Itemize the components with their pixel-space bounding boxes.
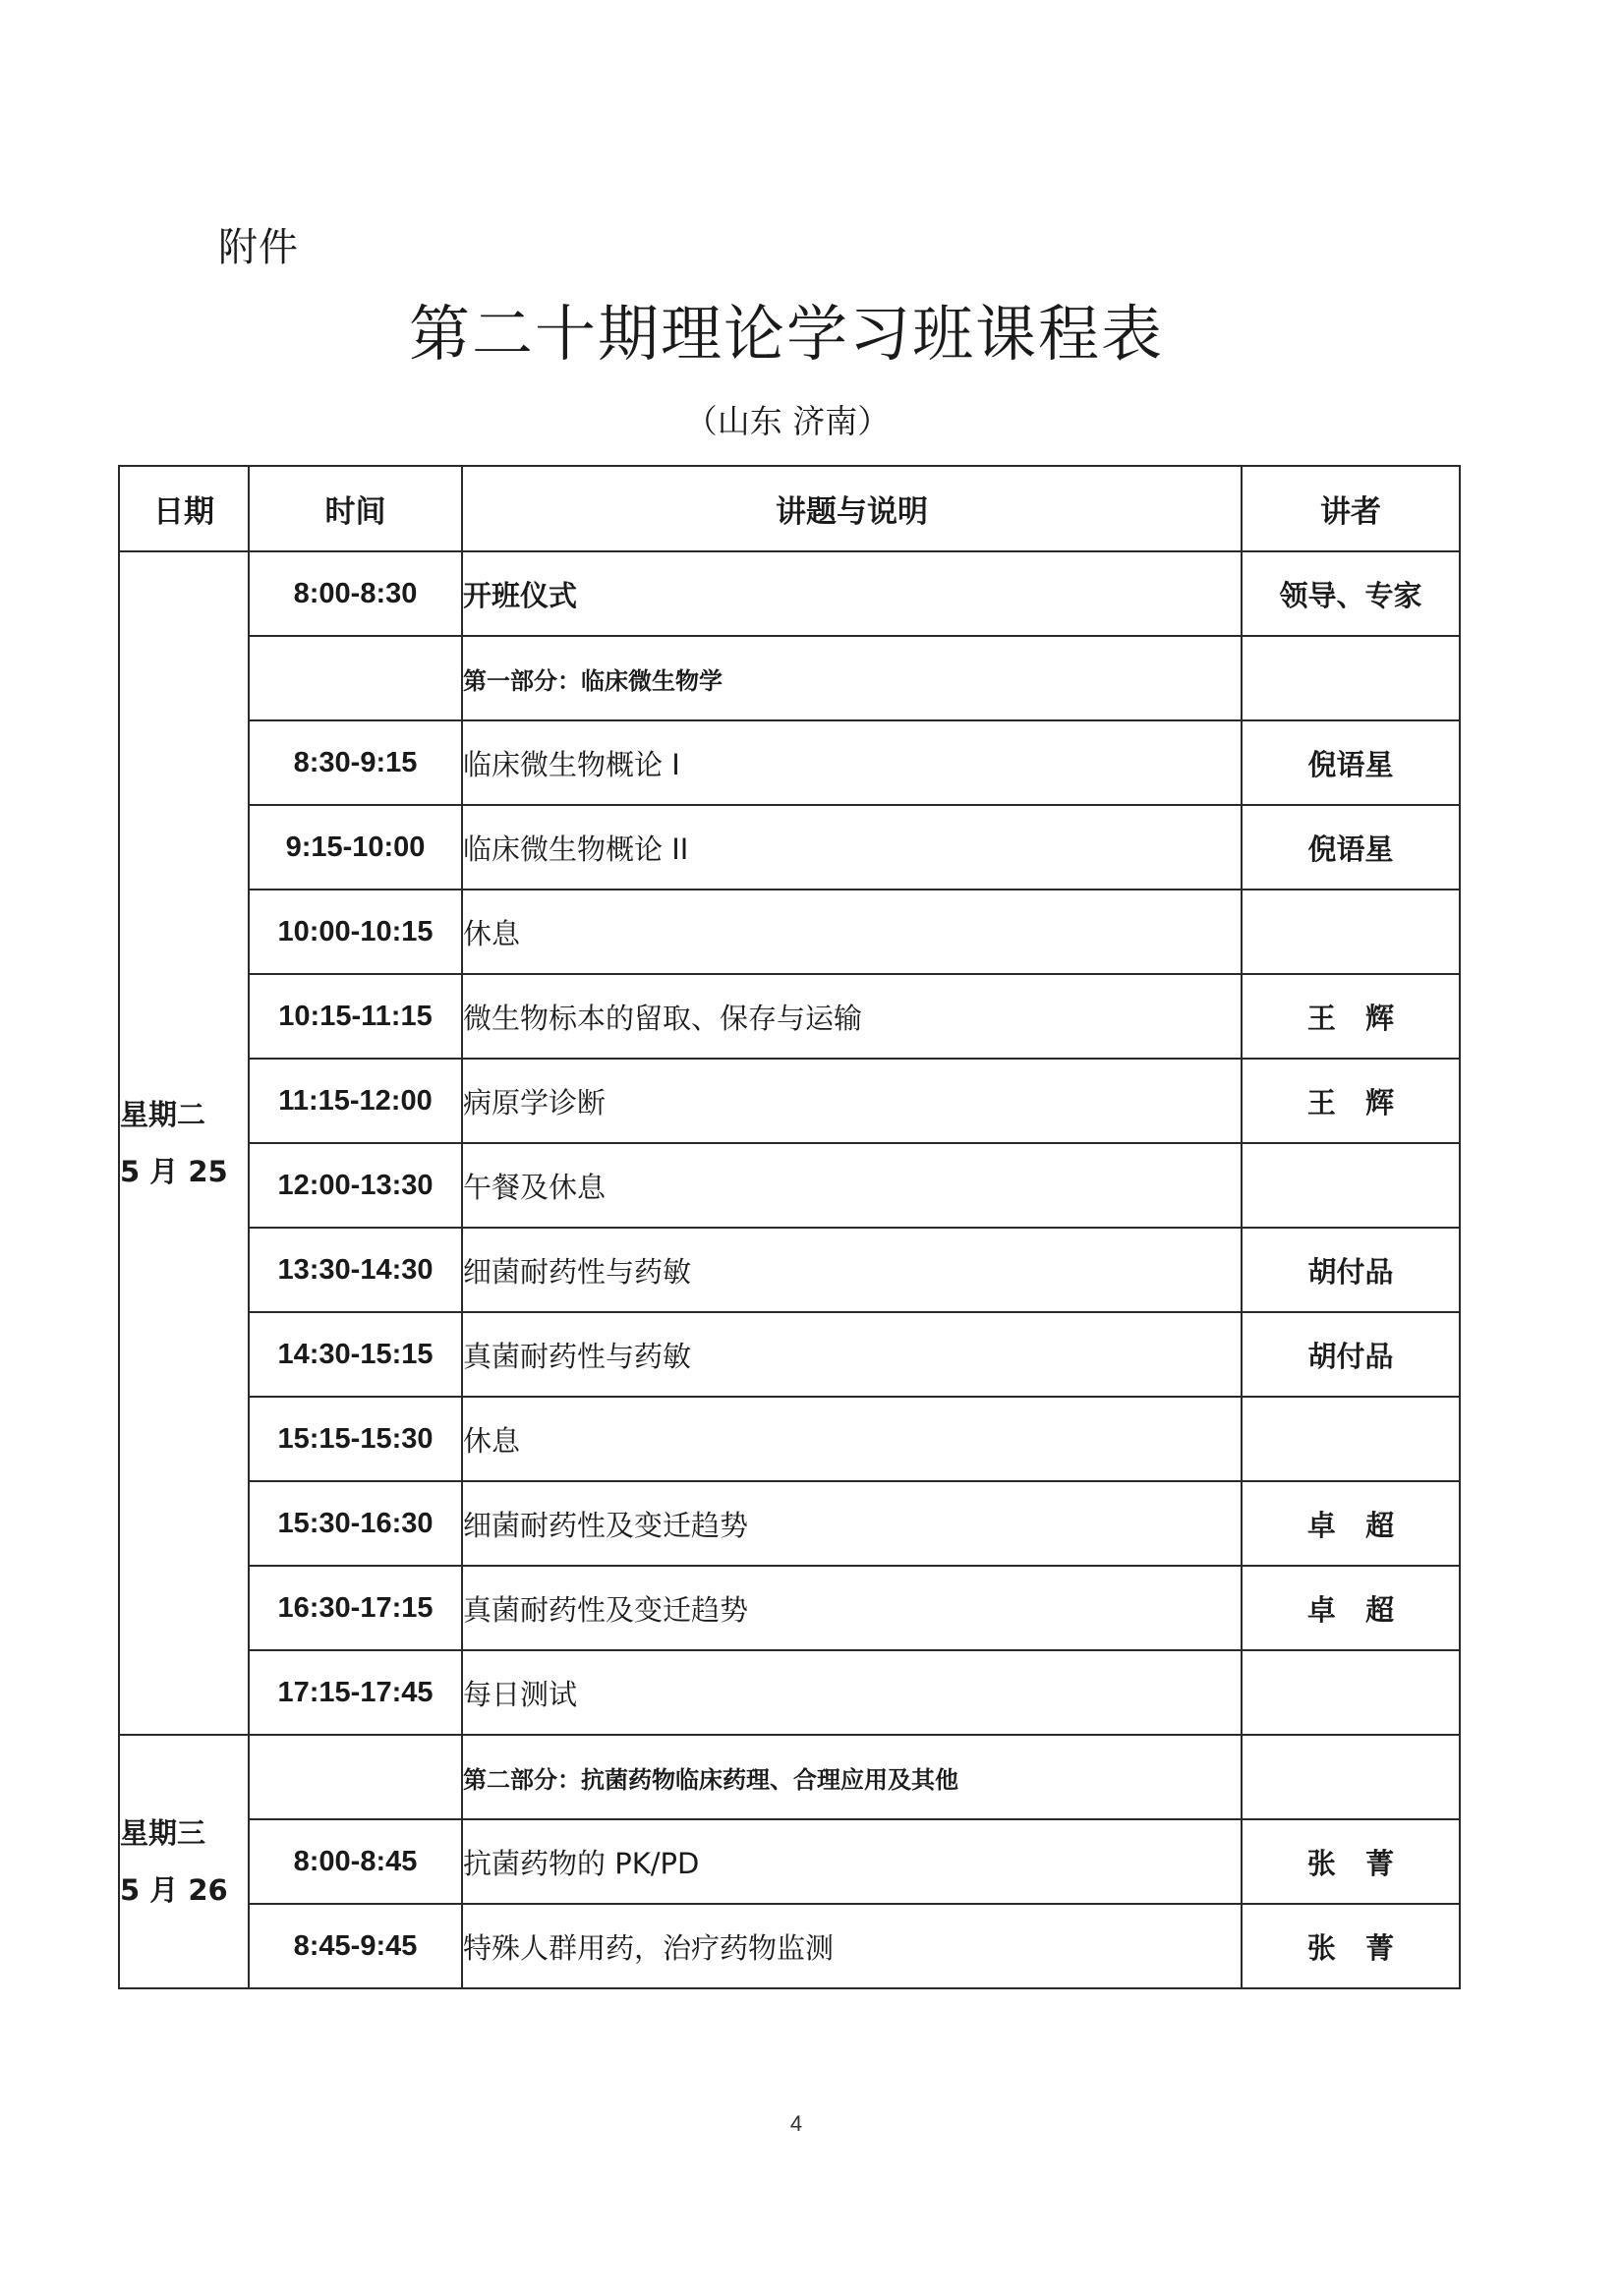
speaker-cell	[1242, 636, 1460, 720]
speaker-cell: 王 辉	[1242, 974, 1460, 1059]
table-row	[119, 1228, 1460, 1312]
topic-cell: 病原学诊断	[462, 1059, 1242, 1143]
speaker-cell	[1242, 890, 1460, 974]
table-row	[119, 974, 1460, 1059]
table-row	[119, 805, 1460, 890]
date-label: 5 月 25	[120, 1155, 228, 1188]
time-cell: 10:00-10:15	[249, 890, 462, 974]
table-row	[119, 890, 1460, 974]
time-cell: 8:30-9:15	[249, 720, 462, 805]
attachment-label: 附件	[218, 225, 299, 270]
table-row	[119, 1650, 1460, 1735]
speaker-cell: 卓 超	[1242, 1481, 1460, 1566]
table-row	[119, 1481, 1460, 1566]
time-cell: 12:00-13:30	[249, 1143, 462, 1228]
weekday-label: 星期三	[120, 1816, 206, 1850]
page-number: 4	[789, 2111, 803, 2136]
date-cell	[119, 1735, 249, 1988]
topic-cell: 微生物标本的留取、保存与运输	[462, 974, 1242, 1059]
schedule-body	[119, 551, 1460, 1988]
time-cell: 15:15-15:30	[249, 1397, 462, 1481]
time-cell	[249, 636, 462, 720]
column-header-time: 时间	[249, 466, 462, 551]
table-row	[119, 1059, 1460, 1143]
column-header-date: 日期	[119, 466, 249, 551]
topic-cell: 临床微生物概论 II	[462, 805, 1242, 890]
speaker-cell: 胡付品	[1242, 1228, 1460, 1312]
section-heading-cell: 第二部分：抗菌药物临床药理、合理应用及其他	[462, 1735, 1242, 1819]
time-cell: 8:00-8:45	[249, 1819, 462, 1904]
time-cell: 11:15-12:00	[249, 1059, 462, 1143]
speaker-cell: 张 菁	[1242, 1819, 1460, 1904]
date-cell	[119, 551, 249, 1735]
speaker-cell: 张 菁	[1242, 1904, 1460, 1988]
speaker-cell: 倪语星	[1242, 805, 1460, 890]
topic-cell: 真菌耐药性及变迁趋势	[462, 1566, 1242, 1650]
speaker-cell	[1242, 1397, 1460, 1481]
time-cell: 16:30-17:15	[249, 1566, 462, 1650]
time-cell: 15:30-16:30	[249, 1481, 462, 1566]
date-label: 5 月 26	[120, 1873, 228, 1907]
topic-cell: 特殊人群用药，治疗药物监测	[462, 1904, 1242, 1988]
table-row	[119, 1904, 1460, 1988]
column-header-topic: 讲题与说明	[462, 466, 1242, 551]
table-row	[119, 1312, 1460, 1397]
column-header-speaker: 讲者	[1242, 466, 1460, 551]
time-cell	[249, 1735, 462, 1819]
time-cell: 17:15-17:45	[249, 1650, 462, 1735]
table-row	[119, 1143, 1460, 1228]
speaker-cell: 胡付品	[1242, 1312, 1460, 1397]
table-row	[119, 1397, 1460, 1481]
time-cell: 13:30-14:30	[249, 1228, 462, 1312]
speaker-cell	[1242, 1650, 1460, 1735]
time-cell: 10:15-11:15	[249, 974, 462, 1059]
table-row	[119, 1819, 1460, 1904]
topic-cell: 细菌耐药性及变迁趋势	[462, 1481, 1242, 1566]
topic-cell: 临床微生物概论 I	[462, 720, 1242, 805]
topic-cell: 真菌耐药性与药敏	[462, 1312, 1242, 1397]
topic-cell: 开班仪式	[462, 551, 1242, 636]
table-header-row	[119, 466, 1460, 551]
speaker-cell: 卓 超	[1242, 1566, 1460, 1650]
time-cell: 9:15-10:00	[249, 805, 462, 890]
speaker-cell	[1242, 1143, 1460, 1228]
course-schedule-table	[118, 465, 1461, 1989]
topic-cell: 休息	[462, 1397, 1242, 1481]
table-row	[119, 636, 1460, 720]
topic-cell: 休息	[462, 890, 1242, 974]
time-cell: 8:45-9:45	[249, 1904, 462, 1988]
time-cell: 8:00-8:30	[249, 551, 462, 636]
time-cell: 14:30-15:15	[249, 1312, 462, 1397]
topic-cell: 午餐及休息	[462, 1143, 1242, 1228]
speaker-cell: 王 辉	[1242, 1059, 1460, 1143]
weekday-label: 星期二	[120, 1098, 206, 1131]
speaker-cell: 领导、专家	[1242, 551, 1460, 636]
table-row	[119, 551, 1460, 636]
topic-cell: 抗菌药物的 PK/PD	[462, 1819, 1242, 1904]
topic-cell: 细菌耐药性与药敏	[462, 1228, 1242, 1312]
table-row	[119, 1566, 1460, 1650]
page-title: 第二十期理论学习班课程表	[408, 298, 1164, 370]
table-row	[119, 720, 1460, 805]
section-heading-cell: 第一部分：临床微生物学	[462, 636, 1242, 720]
topic-cell: 每日测试	[462, 1650, 1242, 1735]
table-row	[119, 1735, 1460, 1819]
page-subtitle-location: （山东 济南）	[684, 402, 891, 440]
speaker-cell	[1242, 1735, 1460, 1819]
speaker-cell: 倪语星	[1242, 720, 1460, 805]
